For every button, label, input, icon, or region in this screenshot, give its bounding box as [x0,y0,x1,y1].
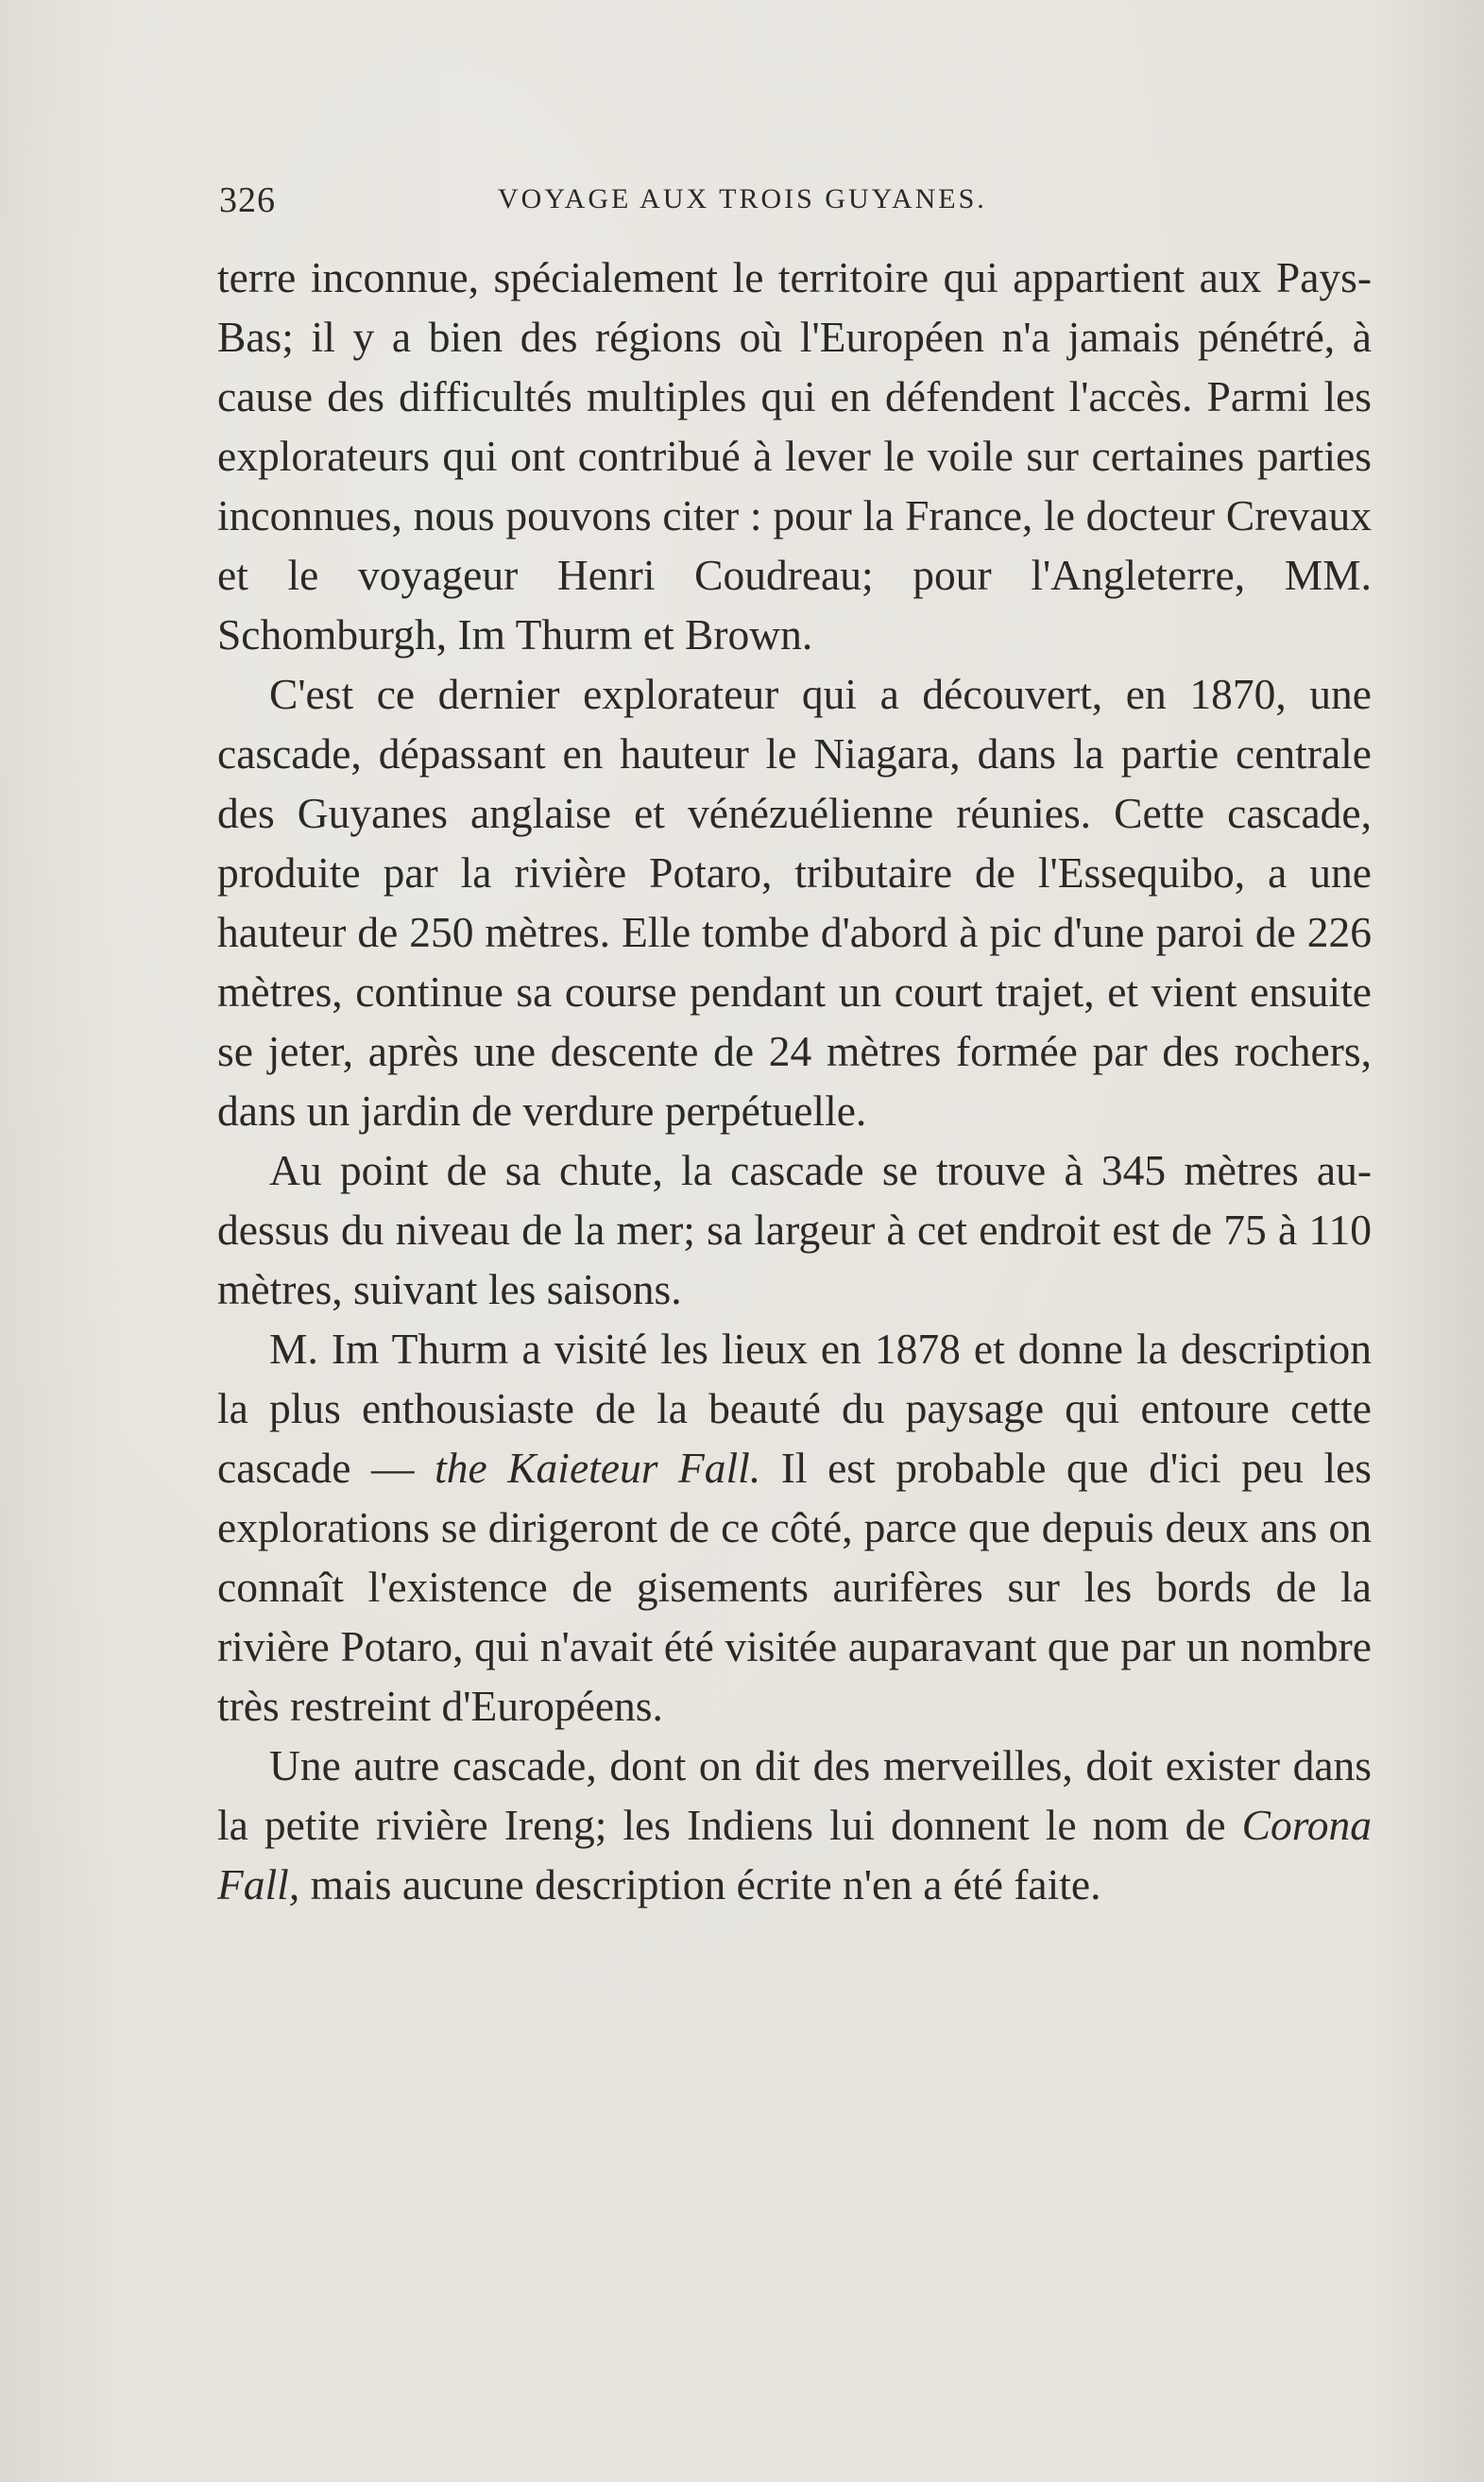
page-number: 326 [219,180,276,220]
paragraph-2 [217,664,1372,1140]
paragraph-3 [217,1140,1372,1319]
paragraph-4-italic: the Kaieteur Fall. [435,1444,761,1492]
paragraph-4-text-before: M. Im Thurm a visité les lieux en 1878 et donne la description la plus enthousiaste de la beauté du paysage qui entoure cette cascade — [217,1325,1372,1492]
paragraph-1-text: terre inconnue, spécialement le territoire qui appartient aux Pays-Bas; il y a bien des régions où l'Européen n'a jamais pénétré, à cause des difficultés multiples qui en défendent l'accès. Parmi les explorateurs qui ont contribué à lever le voile sur certaines parties inconnues, nous pouvons citer : pour la France, le docteur Crevaux et le voyageur Henri Coudreau; pour l'Angleterre, MM. Schomburgh, Im Thurm et Brown. [217,253,1372,659]
paragraph-2-text: C'est ce dernier explorateur qui a découvert, en 1870, une cascade, dépassant en hauteur le Niagara, dans la partie centrale des Guyanes anglaise et vénézuélienne réunies. Cette cascade, produite par la rivière Potaro, tributaire de l'Essequibo, a une hauteur de 250 mètres. Elle tombe d'abord à pic d'une paroi de 226 mètres, continue sa course pendant un court trajet, et vient ensuite se jeter, après une descente de 24 mètres formée par des rochers, dans un jardin de verdure perpétuelle. [217,670,1372,1135]
paragraph-5-text-after: mais aucune description écrite n'en a été faite. [299,1860,1101,1909]
paragraph-5-text-before: Une autre cascade, dont on dit des merveilles, doit exister dans la petite rivière Ireng; les Indiens lui donnent le nom de [217,1741,1372,1849]
paragraph-5-italic: Corona Fall, [217,1801,1372,1909]
paragraph-3-text: Au point de sa chute, la cascade se trouve à 345 mètres au-dessus du niveau de la mer; sa largeur à cet endroit est de 75 à 110 mètres, suivant les saisons. [217,1146,1372,1313]
paragraph-1 [217,248,1372,664]
body-text [217,248,1372,1914]
paragraph-4 [217,1319,1372,1736]
paragraph-4-text-after: Il est probable que d'ici peu les explorations se dirigeront de ce côté, parce que depuis deux ans on connaît l'existence de gisements aurifères sur les bords de la rivière Potaro, qui n'avait été visitée auparavant que par un nombre très restreint d'Européens. [217,1444,1372,1730]
running-title: VOYAGE AUX TROIS GUYANES. [498,183,987,214]
paragraph-5 [217,1736,1372,1914]
page-header [219,180,1372,227]
